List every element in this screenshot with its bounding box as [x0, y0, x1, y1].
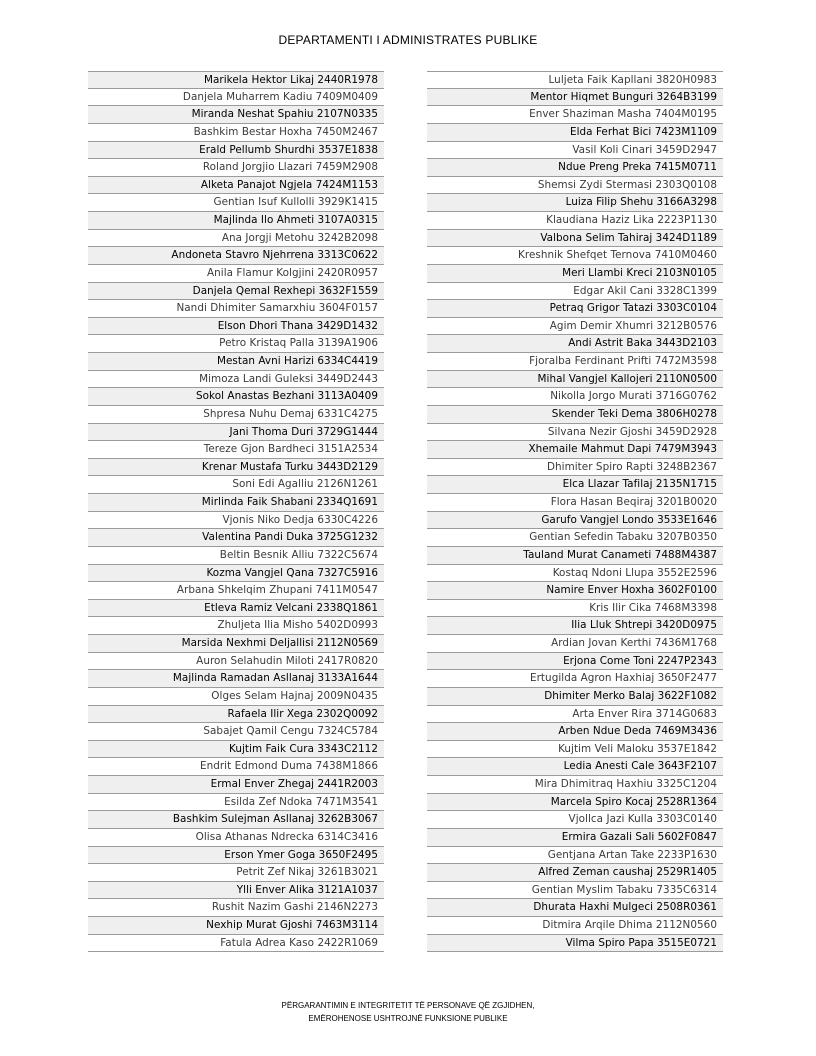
name-row: Andi Astrit Baka 3443D2103 — [427, 335, 723, 353]
name-row: Anila Flamur Kolgjini 2420R0957 — [88, 265, 384, 283]
name-row: Miranda Neshat Spahiu 2107N0335 — [88, 106, 384, 124]
name-row: Nexhip Murat Gjoshi 7463M3114 — [88, 917, 384, 935]
name-row: Esilda Zef Ndoka 7471M3541 — [88, 794, 384, 812]
name-row: Ermal Enver Zhegaj 2441R2003 — [88, 776, 384, 794]
name-row: Arta Enver Rira 3714G0683 — [427, 706, 723, 724]
name-row: Krenar Mustafa Turku 3443D2129 — [88, 459, 384, 477]
name-row: Danjela Qemal Rexhepi 3632F1559 — [88, 283, 384, 301]
name-row: Ardian Jovan Kerthi 7436M1768 — [427, 635, 723, 653]
name-row: Enver Shaziman Masha 7404M0195 — [427, 106, 723, 124]
name-row: Majlinda Ilo Ahmeti 3107A0315 — [88, 212, 384, 230]
name-row: Bashkim Sulejman Asllanaj 3262B3067 — [88, 811, 384, 829]
name-row: Ylli Enver Alika 3121A1037 — [88, 882, 384, 900]
name-row: Sabajet Qamil Cengu 7324C5784 — [88, 723, 384, 741]
name-row: Klaudiana Haziz Lika 2223P1130 — [427, 212, 723, 230]
name-row: Bashkim Bestar Hoxha 7450M2467 — [88, 124, 384, 142]
name-row: Beltin Besnik Alliu 7322C5674 — [88, 547, 384, 565]
name-row: Vjollca Jazi Kulla 3303C0140 — [427, 811, 723, 829]
name-row: Mestan Avni Harizi 6334C4419 — [88, 353, 384, 371]
name-row: Ledia Anesti Cale 3643F2107 — [427, 758, 723, 776]
name-row: Vjonis Niko Dedja 6330C4226 — [88, 512, 384, 530]
name-row: Mentor Hiqmet Bunguri 3264B3199 — [427, 89, 723, 107]
name-row: Petro Kristaq Palla 3139A1906 — [88, 335, 384, 353]
name-row: Vilma Spiro Papa 3515E0721 — [427, 935, 723, 953]
name-row: Mimoza Landi Guleksi 3449D2443 — [88, 371, 384, 389]
name-row: Dhurata Haxhi Mulgeci 2508R0361 — [427, 899, 723, 917]
name-row: Roland Jorgjio Llazari 7459M2908 — [88, 159, 384, 177]
name-row: Ana Jorgji Metohu 3242B2098 — [88, 230, 384, 248]
name-row: Auron Selahudin Miloti 2417R0820 — [88, 653, 384, 671]
name-row: Marsida Nexhmi Deljallisi 2112N0569 — [88, 635, 384, 653]
footer-line-2: EMËROHENOSE USHTROJNË FUNKSIONE PUBLIKE — [308, 1014, 508, 1023]
name-row: Gentian Isuf Kullolli 3929K1415 — [88, 194, 384, 212]
name-row: Zhuljeta Ilia Misho 5402D0993 — [88, 617, 384, 635]
name-row: Edgar Akil Cani 3328C1399 — [427, 283, 723, 301]
name-row: Tauland Murat Canameti 7488M4387 — [427, 547, 723, 565]
name-row: Flora Hasan Beqiraj 3201B0020 — [427, 494, 723, 512]
name-row: Ilia Lluk Shtrepi 3420D0975 — [427, 617, 723, 635]
name-row: Shpresa Nuhu Demaj 6331C4275 — [88, 406, 384, 424]
name-row: Elson Dhori Thana 3429D1432 — [88, 318, 384, 336]
name-row: Petraq Grigor Tatazi 3303C0104 — [427, 300, 723, 318]
name-row: Elca Llazar Tafilaj 2135N1715 — [427, 476, 723, 494]
right-name-column — [427, 71, 723, 952]
name-row: Gentian Myslim Tabaku 7335C6314 — [427, 882, 723, 900]
name-row: Kostaq Ndoni Llupa 3552E2596 — [427, 565, 723, 583]
name-row: Mira Dhimitraq Haxhiu 3325C1204 — [427, 776, 723, 794]
name-row: Erald Pellumb Shurdhi 3537E1838 — [88, 142, 384, 160]
name-row: Andoneta Stavro Njehrrena 3313C0622 — [88, 247, 384, 265]
name-row: Gentjana Artan Take 2233P1630 — [427, 847, 723, 865]
name-row: Arben Ndue Deda 7469M3436 — [427, 723, 723, 741]
name-row: Soni Edi Agalliu 2126N1261 — [88, 476, 384, 494]
name-row: Garufo Vangjel Londo 3533E1646 — [427, 512, 723, 530]
name-row: Marikela Hektor Likaj 2440R1978 — [88, 71, 384, 89]
name-row: Olisa Athanas Ndrecka 6314C3416 — [88, 829, 384, 847]
name-row: Vasil Koli Cinari 3459D2947 — [427, 142, 723, 160]
name-row: Valbona Selim Tahiraj 3424D1189 — [427, 230, 723, 248]
name-row: Alketa Panajot Ngjela 7424M1153 — [88, 177, 384, 195]
name-row: Dhimiter Merko Balaj 3622F1082 — [427, 688, 723, 706]
name-row: Gentian Sefedin Tabaku 3207B0350 — [427, 529, 723, 547]
name-row: Ertugilda Agron Haxhiaj 3650F2477 — [427, 670, 723, 688]
name-row: Endrit Edmond Duma 7438M1866 — [88, 758, 384, 776]
name-row: Luiza Filip Shehu 3166A3298 — [427, 194, 723, 212]
name-row: Etleva Ramiz Velcani 2338Q1861 — [88, 600, 384, 618]
name-row: Petrit Zef Nikaj 3261B3021 — [88, 864, 384, 882]
name-row: Kujtim Veli Maloku 3537E1842 — [427, 741, 723, 759]
name-row: Erjona Come Toni 2247P2343 — [427, 653, 723, 671]
name-row: Luljeta Faik Kapllani 3820H0983 — [427, 71, 723, 89]
footer-line-1: PËRGARANTIMIN E INTEGRITETIT TË PERSONAVE QË ZGJIDHEN, — [281, 1001, 535, 1010]
name-row: Kujtim Faik Cura 3343C2112 — [88, 741, 384, 759]
left-name-column — [88, 71, 384, 952]
name-row: Meri Llambi Kreci 2103N0105 — [427, 265, 723, 283]
name-row: Dhimiter Spiro Rapti 3248B2367 — [427, 459, 723, 477]
name-row: Elda Ferhat Bici 7423M1109 — [427, 124, 723, 142]
name-row: Mirlinda Faik Shabani 2334Q1691 — [88, 494, 384, 512]
footer — [0, 999, 816, 1025]
name-row: Nandi Dhimiter Samarxhiu 3604F0157 — [88, 300, 384, 318]
name-row: Fjoralba Ferdinant Prifti 7472M3598 — [427, 353, 723, 371]
name-row: Namire Enver Hoxha 3602F0100 — [427, 582, 723, 600]
name-row: Kreshnik Shefqet Ternova 7410M0460 — [427, 247, 723, 265]
name-row: Mihal Vangjel Kallojeri 2110N0500 — [427, 371, 723, 389]
name-row: Olges Selam Hajnaj 2009N0435 — [88, 688, 384, 706]
name-row: Ditmira Arqile Dhima 2112N0560 — [427, 917, 723, 935]
name-row: Kris Ilir Cika 7468M3398 — [427, 600, 723, 618]
name-row: Skender Teki Dema 3806H0278 — [427, 406, 723, 424]
page-title: DEPARTAMENTI I ADMINISTRATES PUBLIKE — [278, 33, 538, 47]
name-row: Ndue Preng Preka 7415M0711 — [427, 159, 723, 177]
name-row: Jani Thoma Duri 3729G1444 — [88, 424, 384, 442]
name-row: Rushit Nazim Gashi 2146N2273 — [88, 899, 384, 917]
name-row: Tereze Gjon Bardheci 3151A2534 — [88, 441, 384, 459]
name-row: Silvana Nezir Gjoshi 3459D2928 — [427, 424, 723, 442]
name-row: Rafaela Ilir Xega 2302Q0092 — [88, 706, 384, 724]
name-row: Valentina Pandi Duka 3725G1232 — [88, 529, 384, 547]
name-row: Arbana Shkelqim Zhupani 7411M0547 — [88, 582, 384, 600]
name-row: Sokol Anastas Bezhani 3113A0409 — [88, 388, 384, 406]
name-row: Erson Ymer Goga 3650F2495 — [88, 847, 384, 865]
name-row: Kozma Vangjel Qana 7327C5916 — [88, 565, 384, 583]
name-row: Marcela Spiro Kocaj 2528R1364 — [427, 794, 723, 812]
name-row: Ermira Gazali Sali 5602F0847 — [427, 829, 723, 847]
name-row: Nikolla Jorgo Murati 3716G0762 — [427, 388, 723, 406]
name-row: Agim Demir Xhumri 3212B0576 — [427, 318, 723, 336]
name-row: Alfred Zeman caushaj 2529R1405 — [427, 864, 723, 882]
name-row: Shemsi Zydi Stermasi 2303Q0108 — [427, 177, 723, 195]
name-row: Fatula Adrea Kaso 2422R1069 — [88, 935, 384, 953]
name-row: Danjela Muharrem Kadiu 7409M0409 — [88, 89, 384, 107]
name-row: Majlinda Ramadan Asllanaj 3133A1644 — [88, 670, 384, 688]
name-row: Xhemaile Mahmut Dapi 7479M3943 — [427, 441, 723, 459]
